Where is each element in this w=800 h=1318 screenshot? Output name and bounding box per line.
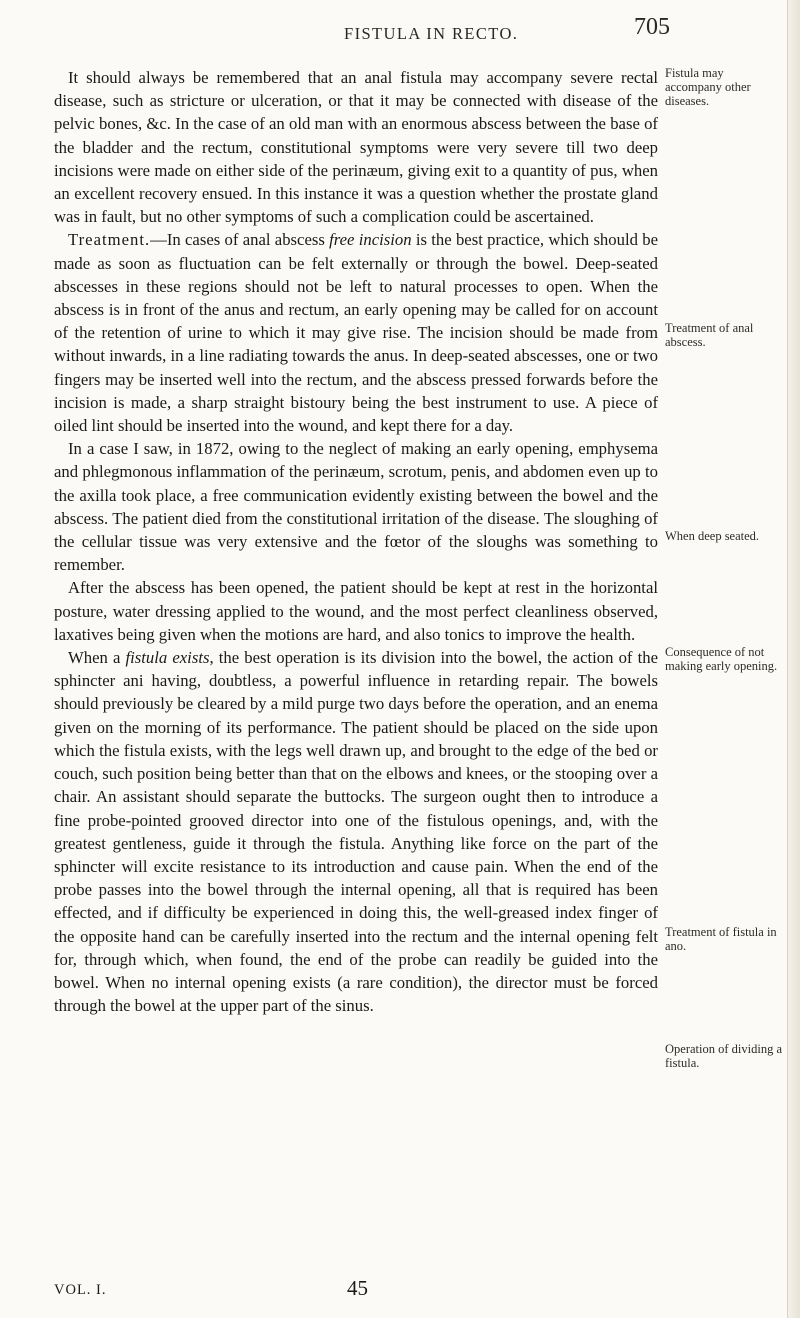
text-run: In a case I saw, in 1872, owing to the neglect of making an early opening, emphysema and phlegmonous inflammation of the perinæum, scrotum, penis, and abdomen even up to the axilla took place, a free communication evidently existing between the bowel and the abscess. The patient died from the constitutional irritation of the disease. The sloughing of the cellular tissue was very extensive and the fœtor of the sloughs was something to remember. <box>54 439 658 575</box>
margin-note-operation-dividing: Operation of dividing a fistula. <box>665 1042 782 1070</box>
italic-phrase: free incision <box>329 230 412 250</box>
italic-phrase: fistula exists <box>125 648 210 668</box>
margin-note-treatment-fistula: Treatment of fistula in ano. <box>665 925 777 953</box>
sheet-number: 45 <box>347 1276 368 1300</box>
text-run: It should always be remembered that an anal fistula may accompany severe rectal disease, such as stricture or ulceration, or that it may be connected with disease of the pelvic bones, &c. In the case of an old man with an enormous abscess between the base of the bladder and the rectum, constitutional symptoms were very severe till two deep incisions were made on either side of the perinæum, giving exit to a quantity of pus, when an excellent recovery ensued. In this instance it was a question whether the prostate gland was in fault, but no other symptoms of such a complication could be ascertained. <box>54 68 658 227</box>
section-heading: Treatment. <box>68 230 151 250</box>
margin-note-consequence-early-opening: Consequence of not making early opening. <box>665 645 778 673</box>
paragraph <box>54 646 658 1017</box>
margin-note-treatment-anal-abscess: Treatment of anal abscess. <box>665 321 754 349</box>
body-text <box>54 66 658 1017</box>
text-run: When a <box>68 648 126 668</box>
page-number: 705 <box>634 14 670 40</box>
running-head: FISTULA IN RECTO. <box>344 24 519 43</box>
text-run: After the abscess has been opened, the patient should be kept at rest in the horizontal posture, water dressing applied to the wound, and the most perfect cleanliness observed, laxatives being given when the motions are hard, and also tonics to improve the health. <box>54 578 658 644</box>
text-run: —In cases of anal abscess <box>150 230 330 250</box>
volume-signature: VOL. I. <box>54 1282 107 1298</box>
page-footer <box>0 1276 800 1306</box>
paragraph <box>54 228 658 437</box>
paragraph <box>54 66 658 228</box>
margin-note-deep-seated: When deep seated. <box>665 529 760 543</box>
margin-notes <box>665 0 783 1318</box>
page-edge <box>787 0 800 1318</box>
text-run: is the best practice, which should be made as soon as fluctuation can be felt externally or through the bowel. Deep-seated abscesses in these regions should not be left to natural processes to open. When the abscess is in front of the anus and rectum, an early opening may be called for on account of the retention of urine to which it may give rise. The incision should be made from without inwards, in a line radiating towards the anus. In deep-seated abscesses, one or two fingers may be inserted well into the rectum, and the abscess pressed forwards before the incision is made, a sharp straight bistoury being the best instrument to use. A piece of oiled lint should be inserted into the wound, and kept there for a day. <box>54 230 658 436</box>
margin-note-fistula-other-diseases: Fistula may accompany other diseases. <box>665 66 751 108</box>
paragraph <box>54 576 658 646</box>
paragraph <box>54 437 658 576</box>
text-run: , the best operation is its division into the bowel, the action of the sphincter ani having, doubtless, a powerful influence in retarding repair. The bowels should previously be cleared by a mild purge two days before the operation, and an enema given on the morning of its performance. The patient should be placed on the side upon which the fistula exists, with the legs well drawn up, and brought to the edge of the bed or couch, such position being better than that on the elbows and knees, or the stooping over a chair. An assistant should separate the buttocks. The surgeon ought then to introduce a fine probe-pointed grooved director into one of the fistulous openings, and, with the greatest gentleness, guide it through the fistula. Anything like force on the part of the sphincter will excite resistance to its introduction and cause pain. When the end of the probe passes into the bowel through the internal opening, all that is required has been effected, and if difficulty be experienced in doing this, the well-greased index finger of the opposite hand can be carefully inserted into the rectum and the internal opening felt for, through which, when found, the end of the probe can readily be guided into the bowel. When no internal opening exists (a rare condition), the director must be forced through the bowel at the upper part of the sinus. <box>54 648 658 1016</box>
